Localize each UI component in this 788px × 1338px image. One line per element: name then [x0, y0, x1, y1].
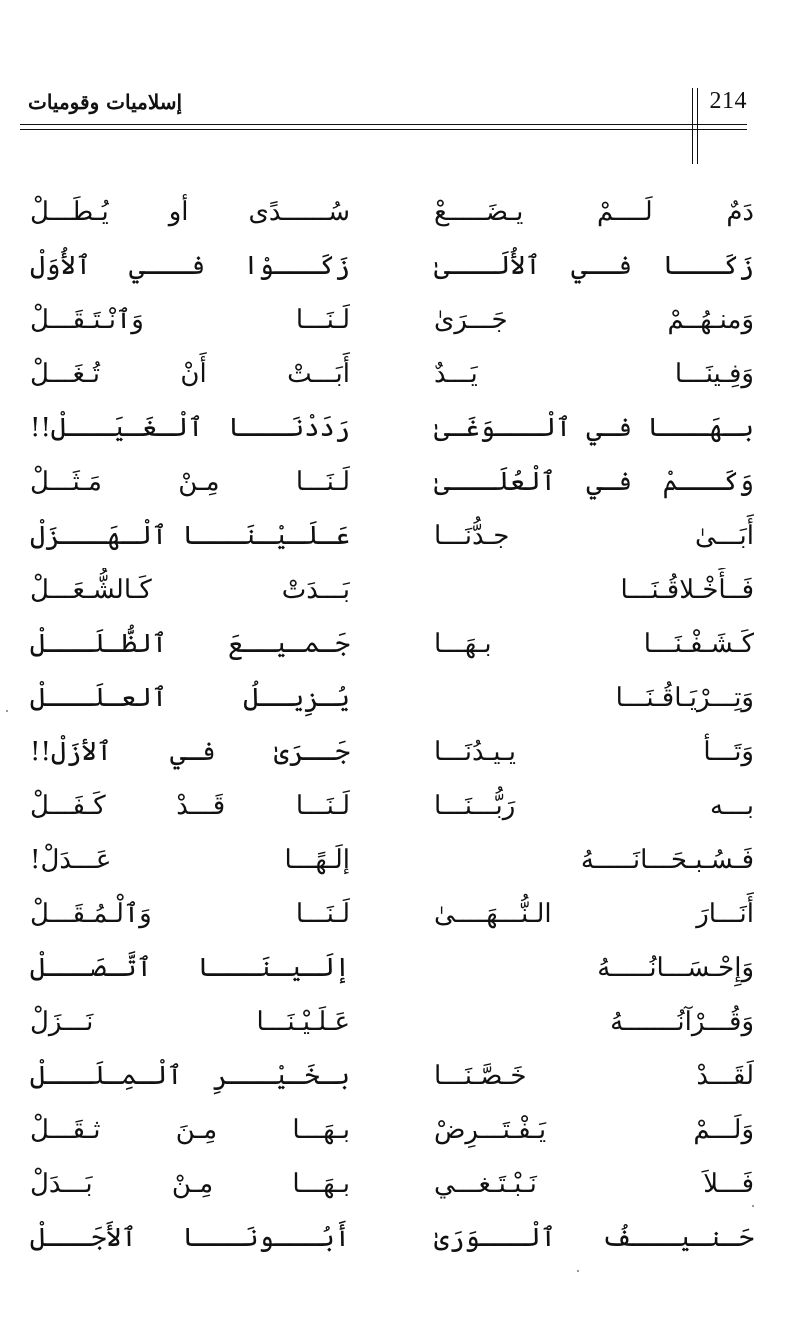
verse-line	[30, 838, 754, 882]
verse-second-hemistich: أَبَـــتْ أَنْ تُـغَـــلْ	[30, 359, 350, 389]
verse-line	[30, 514, 754, 558]
verse-line	[30, 622, 754, 666]
scan-speck	[6, 710, 8, 712]
verse-line	[30, 676, 754, 720]
verse-second-hemistich: بَـــدَتْ كَـالشُّـعَـــلْ	[30, 575, 350, 605]
verse-first-hemistich: وَلَـــمْ يَـفْـتَـــرِضْ	[434, 1115, 754, 1145]
verse-line	[30, 190, 754, 234]
verse-first-hemistich: بـــه رَبُّـــنَـــا	[434, 791, 754, 821]
verse-second-hemistich: لَـنَـــا مِـنْ مَـثَـــلْ	[30, 467, 350, 497]
verse-second-hemistich: عَـلَـيْـنَـــا ٱلْـهَـــزَلْ	[30, 521, 350, 551]
verse-line	[30, 892, 754, 936]
verse-first-hemistich: لَقَـــدْ خَـصَّـنَـــا	[434, 1061, 754, 1091]
verse-line	[30, 730, 754, 774]
verse-second-hemistich: عَـلَـيْـنَـــا نَـــزَلْ	[30, 1007, 350, 1037]
header-rule-top	[20, 124, 747, 125]
header-vertical-rule-inner	[697, 88, 698, 164]
verse-second-hemistich: يُـزِيــلُ ٱلعـلَـــلْ	[30, 683, 350, 713]
header-vertical-rule-outer	[692, 88, 693, 164]
verse-first-hemistich: وَتَـــأ يـيـدُنَـــا	[434, 737, 754, 767]
scan-speck	[752, 1205, 754, 1207]
verse-first-hemistich: وَكَـــمْ فـي ٱلْعُلَـــىٰ	[434, 467, 754, 497]
verse-second-hemistich: لَـنَـــا قَـــدْ كَـفَـــلْ	[30, 791, 350, 821]
scan-speck	[577, 1270, 579, 1272]
verse-line	[30, 352, 754, 396]
verse-second-hemistich: إلَـهًـــا عَـــدَلْ!	[30, 845, 350, 875]
verse-first-hemistich: كَـشَـفْـنَـــا بـهَـــا	[434, 629, 754, 659]
verse-line	[30, 460, 754, 504]
verse-first-hemistich: بـهَـــا فـي ٱلْـــوَغَـىٰ	[434, 413, 754, 443]
verse-first-hemistich: أَبَـــىٰ جـدُّنَـــا	[434, 521, 754, 551]
page-number: 214	[709, 88, 747, 114]
verse-line	[30, 1108, 754, 1152]
verse-second-hemistich: بـخَـيْـــرِ ٱلْـمِـلَـــلْ	[30, 1061, 350, 1091]
verse-first-hemistich: وَفِـينَـــا يَـــدٌ	[434, 359, 754, 389]
verse-first-hemistich: زَكَـــا فــي ٱلأُلَـــىٰ	[434, 251, 754, 281]
verse-line	[30, 1000, 754, 1044]
verse-line	[30, 568, 754, 612]
verse-second-hemistich: جَــرَىٰ فـي ٱلأزَلْ!!	[30, 737, 350, 767]
verse-line	[30, 1216, 754, 1260]
verse-first-hemistich: فَـسُـبـحَـــانَـــــهُ	[580, 845, 754, 875]
running-header-title: إسلاميات وقوميات	[28, 90, 183, 114]
verse-second-hemistich: لَـنَـــا وَٱنْـتَـقَـــلْ	[30, 305, 350, 335]
verse-second-hemistich: بـهَـــا مِـنْ بَـــدَلْ	[30, 1169, 350, 1199]
verse-line	[30, 1054, 754, 1098]
header-rule-bottom	[20, 129, 747, 130]
verse-second-hemistich: أَبُـــونَـــا ٱلأَجَـــلْ	[30, 1223, 350, 1253]
verse-second-hemistich: إلَـيـنَـــا ٱتَّـصَـــلْ	[30, 953, 350, 983]
verse-first-hemistich: أَنَـــارَ الـنُّـــهَــــىٰ	[434, 899, 754, 929]
page-header	[20, 88, 747, 128]
verse-first-hemistich: وَمنـهُــمْ جَـــرَىٰ	[434, 305, 754, 335]
verse-first-hemistich: فَــأَخْـلاقُـنَـــا	[620, 575, 754, 605]
verse-line	[30, 298, 754, 342]
verse-first-hemistich: دَمٌ لَــــمْ يـضَـــــعْ	[434, 197, 754, 227]
poem-body	[30, 190, 754, 1253]
verse-first-hemistich: فَـــلاَ نَـبْـتَـغـــي	[434, 1169, 754, 1199]
verse-line	[30, 244, 754, 288]
verse-first-hemistich: حَـنـيـــفُ ٱلْـــوَرَىٰ	[434, 1223, 754, 1253]
verse-line	[30, 946, 754, 990]
verse-line	[30, 406, 754, 450]
verse-second-hemistich: سُــــــدًى أو يُـطَـــلْ	[30, 197, 350, 227]
verse-line	[30, 1162, 754, 1206]
verse-second-hemistich: رَدَدْنَـــا ٱلْـغَـيَـــلْ!!	[30, 413, 350, 443]
verse-line	[30, 784, 754, 828]
verse-first-hemistich: وَتِـــرْيَـاقُـنَـــا	[615, 683, 754, 713]
verse-second-hemistich: بـهَـــا مِـنَ ثـقَـــلْ	[30, 1115, 350, 1145]
verse-second-hemistich: جَـمـيــعَ ٱلظُّـلَـــلْ	[30, 629, 350, 659]
verse-first-hemistich: وَإِحْـسَـــانُـــــهُ	[597, 953, 754, 983]
verse-second-hemistich: لَـنَـــا وَٱلْـمُـقَـــلْ	[30, 899, 350, 929]
verse-first-hemistich: وَقُـــرْآنُـــــــهُ	[610, 1007, 754, 1037]
verse-second-hemistich: زَكَـــوْا فـــي ٱلأُوَلْ	[30, 251, 350, 281]
